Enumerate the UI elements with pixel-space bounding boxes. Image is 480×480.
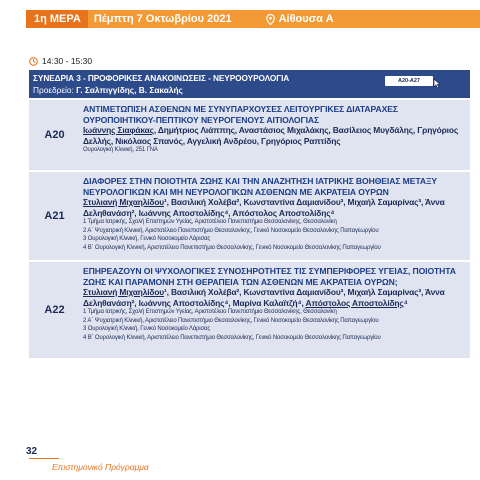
session-header <box>29 70 470 98</box>
affiliation: 4 Β΄ Ουρολογική Κλινική, Αριστοτέλειο Πανεπιστήμιο Θεσσαλονίκης, Γενικό Νοσοκομείο Θεσσαλονίκης Παπαγεωργίου <box>83 335 381 342</box>
presenter-name: Στυλιανή Μιχαηλίδου <box>83 287 165 297</box>
abstract-row-a20 <box>29 100 470 170</box>
affiliation: 2 Α΄ Ψυχιατρική Κλινική, Αριστοτέλειο Πανεπιστήμιο Θεσσαλονίκης, Γενικό Νοσοκομείο Θεσσαλονίκης Παπαγεωργίου <box>83 227 379 234</box>
abstract-code: Α22 <box>44 304 65 316</box>
hall-name: Αίθουσα Α <box>278 13 334 25</box>
abstract-title: ΕΠΗΡΕΑΖΟΥΝ ΟΙ ΨΥΧΟΛΟΓΙΚΕΣ ΣΥΝΟΣΗΡΟΤΗΤΕΣ ΤΙΣ ΣΥΜΠΕΡΙΦΟΡΕΣ ΥΓΕΙΑΣ, ΠΟΙΟΤΗΤΑ ΖΩΗΣ ΚΑΙ ΠΑΡΑΜΟΝΗ ΣΤΗ ΘΕΡΑΠΕΙΑ ΤΩΝ ΑΣΘΕΝΩΝ ΜΕ ΑΚΡΑΤΕΙΑ ΟΥΡΩΝ; <box>83 266 456 287</box>
abstract-body <box>83 104 466 155</box>
footer-title: Επιστημονικό Πρόγραμμα <box>52 462 149 472</box>
day-badge: 1η ΜΕΡΑ <box>26 10 88 28</box>
page-number: 32 <box>26 446 38 457</box>
abstract-authors <box>83 125 466 146</box>
presenter-name-2: Απόστολος Αποστολίδης <box>305 297 404 308</box>
affiliation: Ουρολογική Κλινική, 251 ΓΝΑ <box>83 147 158 153</box>
authors-rest: , Δημήτριος Λιάππης, Αναστάσιος Μιχαλάκης, Βασίλειος Μυγδάλης, Γρηγόριος Δελλής, Νικόλαος Σπανός, Αγγελική Ανδρέου, Γρηγόριος Ραπτίδης <box>83 125 459 146</box>
abstract-authors <box>83 197 466 218</box>
abstract-code: Α20 <box>44 129 65 141</box>
session-title: ΣΥΝΕΔΡΙΑ 3 - ΠΡΟΦΟΡΙΚΕΣ ΑΝΑΚΟΙΝΩΣΕΙΣ - ΝΕΥΡΟΟΥΡΟΛΟΓΙΑ <box>33 73 290 83</box>
presenter-name: Ιωάννης Σιαφάκας <box>83 125 154 135</box>
affiliation: 1 Τμήμα Ιατρικής, Σχολή Επιστημών Υγείας, Αριστοτέλειο Πανεπιστήμιο Θεσσαλονίκης, Θεσσαλονίκη <box>83 309 337 315</box>
hall-label <box>266 13 334 25</box>
affiliation: 1 Τμήμα Ιατρικής, Σχολή Επιστημών Υγείας, Αριστοτέλειο Πανεπιστήμιο Θεσσαλονίκης, Θεσσαλονίκη <box>83 219 337 225</box>
chairs-label: Προεδρείο: <box>33 85 74 95</box>
abstract-row-a22 <box>29 262 470 358</box>
affiliation: 2 Α΄ Ψυχιατρική Κλινική, Αριστοτέλειο Πανεπιστήμιο Θεσσαλονίκης, Γενικό Νοσοκομείο Θεσσαλονίκης Παπαγεωργίου <box>83 317 379 324</box>
abstract-title: ΑΝΤΙΜΕΤΩΠΙΣΗ ΑΣΘΕΝΩΝ ΜΕ ΣΥΝΥΠΑΡΧΟΥΣΕΣ ΛΕΙΤΟΥΡΓΙΚΕΣ ΔΙΑΤΑΡΑΧΕΣ ΟΥΡΟΠΟΙΗΤΙΚΟΥ-ΠΕΠΤΙΚΟΥ ΝΕΥΡΟΓΕΝΟΥΣ ΑΙΤΙΟΛΟΓΙΑΣ <box>83 104 398 125</box>
session-chairs <box>33 85 183 95</box>
chairs-names: Γ. Σαλπιγγίδης, Β. Σακαλής <box>76 85 183 95</box>
abstract-range-link[interactable]: Α20-Α27 <box>385 76 433 86</box>
abstract-title: ΔΙΑΦΟΡΕΣ ΣΤΗΝ ΠΟΙΟΤΗΤΑ ΖΩΗΣ ΚΑΙ ΤΗΝ ΑΝΑΖΗΤΗΣΗ ΙΑΤΡΙΚΗΣ ΒΟΗΘΕΙΑΣ ΜΕΤΑΞΥ ΝΕΥΡΟΛΟΓΙΚΩΝ ΚΑΙ ΜΗ ΝΕΥΡΟΛΟΓΙΚΩΝ ΑΣΘΕΝΩΝ ΜΕ ΑΚΡΑΤΕΙΑ ΟΥΡΩΝ <box>83 176 438 197</box>
session-time <box>29 56 92 66</box>
abstract-row-a21 <box>29 172 470 260</box>
presenter-2-sup: ⁴ <box>403 297 408 308</box>
affiliation: 3 Ουρολογική Κλινική, Γενικό Νοσοκομείο Λάρισας <box>83 236 211 243</box>
clock-icon <box>29 57 38 66</box>
affiliation: 3 Ουρολογική Κλινική, Γενικό Νοσοκομείο Λάρισας <box>83 326 211 333</box>
abstract-body <box>83 176 466 253</box>
time-text: 14:30 - 15:30 <box>42 56 93 66</box>
header-bar <box>26 10 480 28</box>
authors-rest: ¹, Βασιλική Χολέβα², Κωνσταντίνα Δαμιανίδου³, Μιχαήλ Σαμαρίνας³, Άννα Δεληθανάση², Ιωάννης Αποστολίδης⁴, Μαρίνα Καλαϊτζή⁴, <box>83 287 445 308</box>
affiliation: 4 Β΄ Ουρολογική Κλινική, Αριστοτέλειο Πανεπιστήμιο Θεσσαλονίκης, Γενικό Νοσοκομείο Θεσσαλονίκης Παπαγεωργίου <box>83 245 381 252</box>
presenter-name: Στυλιανή Μιχαηλίδου <box>83 197 165 207</box>
abstract-body <box>83 266 466 343</box>
cursor-icon <box>433 78 442 89</box>
footer-divider <box>29 458 59 459</box>
authors-rest: ¹, Βασιλική Χολέβα², Κωνσταντίνα Δαμιανίδου³, Μιχαήλ Σαμαρίνας³, Άννα Δεληθανάση², Ιωάννης Αποστολίδης⁴, Απόστολος Αποστολίδης⁴ <box>83 197 445 218</box>
abstract-authors <box>83 287 466 308</box>
date-text: Πέμπτη 7 Οκτωβρίου 2021 <box>93 13 232 25</box>
abstract-code: Α21 <box>44 210 65 222</box>
location-pin-icon <box>266 14 275 25</box>
